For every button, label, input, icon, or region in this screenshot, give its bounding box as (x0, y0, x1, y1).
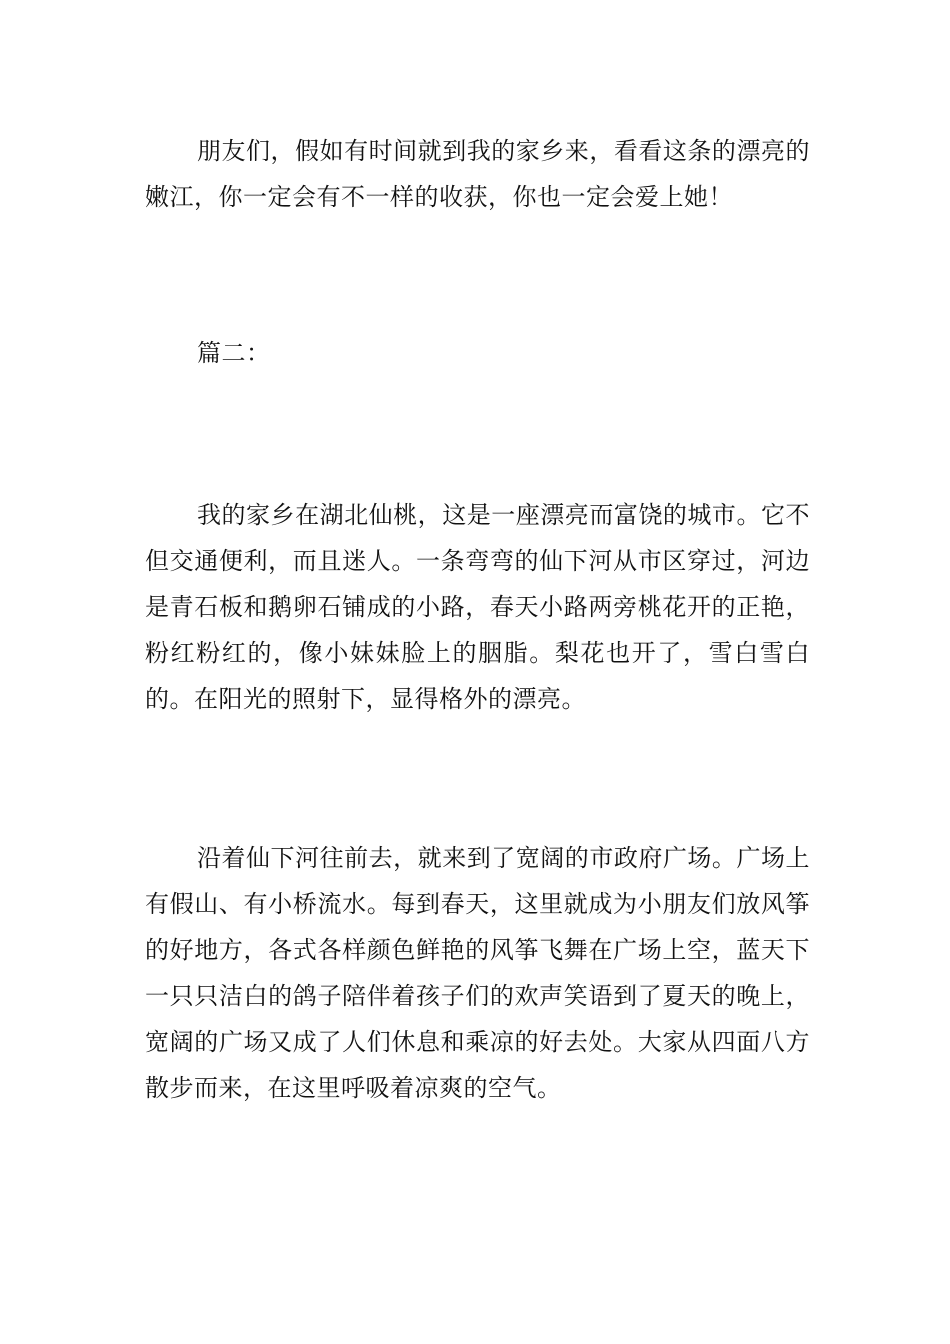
document-page (145, 128, 810, 1111)
section-heading: 篇二： (197, 339, 271, 367)
paragraph-plaza: 沿着仙下河往前去，就来到了宽阔的市政府广场。广场上有假山、有小桥流水。每到春天，这里就成为小朋友们放风筝的好地方，各式各样颜色鲜艳的风筝飞舞在广场上空，蓝天下一只只洁白的鸽子陪伴着孩子们的欢声笑语到了夏天的晚上，宽阔的广场又成了人们休息和乘凉的好去处。大家从四面八方散步而来，在这里呼吸着凉爽的空气。 (145, 844, 810, 1102)
paragraph-closing: 朋友们，假如有时间就到我的家乡来，看看这条的漂亮的嫩江，你一定会有不一样的收获，你也一定会爱上她！ (145, 137, 810, 211)
paragraph-hometown: 我的家乡在湖北仙桃，这是一座漂亮而富饶的城市。它不但交通便利，而且迷人。一条弯弯的仙下河从市区穿过，河边是青石板和鹅卵石铺成的小路，春天小路两旁桃花开的正艳，粉红粉红的，像小妹妹脸上的胭脂。梨花也开了，雪白雪白的。在阳光的照射下，显得格外的漂亮。 (145, 501, 810, 713)
